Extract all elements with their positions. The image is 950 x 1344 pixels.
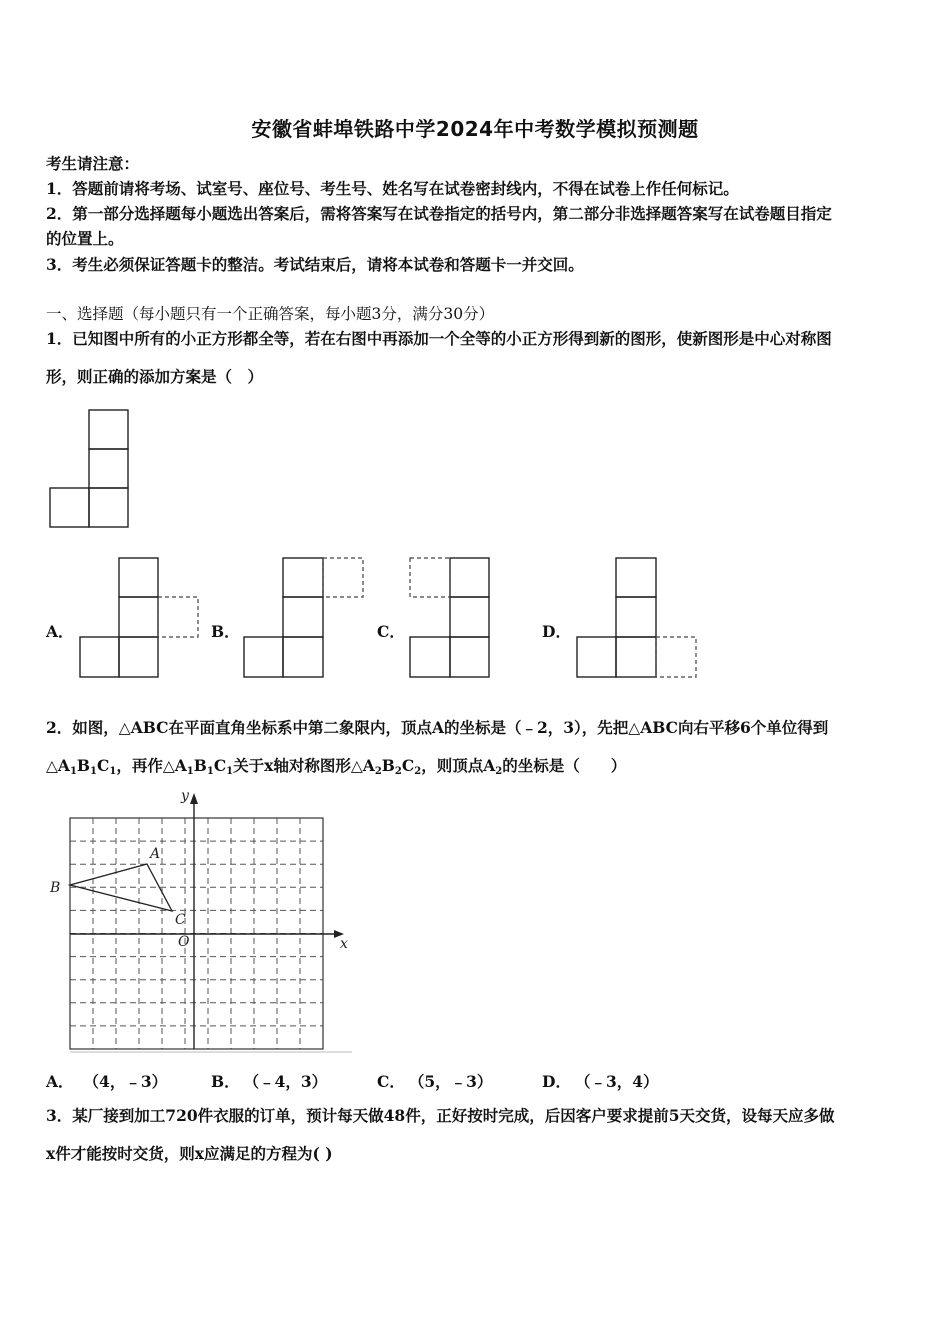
question-3-text: x件才能按时交货，则x应满足的方程为( )	[46, 1144, 333, 1163]
option-a-label: A．	[46, 622, 74, 641]
notice-item: 的位置上。	[46, 229, 124, 248]
y-axis-arrow	[190, 793, 198, 804]
question-1-text: 1．已知图中所有的小正方形都全等，若在右图中再添加一个全等的小正方形得到新的图形，使新图形是中心对称图	[46, 329, 832, 348]
q2-option-b: B． （﹣4，3）	[211, 1072, 328, 1091]
q2-option-c: C． （5，﹣3）	[377, 1072, 493, 1091]
notice-item: 2．第一部分选择题每小题选出答案后，需将答案写在试卷指定的括号内，第二部分非选择题答案写在试卷题目指定	[46, 204, 832, 223]
x-axis-label: x	[340, 936, 348, 952]
q2-option-d: D． （﹣3，4）	[542, 1072, 659, 1091]
point-a-label: A	[150, 846, 161, 862]
option-d-label: D．	[542, 622, 571, 641]
y-axis-label: y	[181, 788, 189, 804]
question-3-text: 3．某厂接到加工720件衣服的订单，预计每天做48件，正好按时完成，后因客户要求提前5天交货，设每天应多做	[46, 1106, 835, 1125]
question-2-text: $\triangle A_1B_1C_1$，再作$\triangle A_1B_1C_1$关于x轴对称图形$\triangle A_2B_2C_2$，则顶点$A_2$的坐标是（ ）	[46, 756, 627, 777]
notice-heading: 考生请注意：	[46, 154, 140, 173]
option-b-label: B．	[211, 622, 240, 641]
point-b-label: B	[50, 880, 61, 896]
q2-option-a: A． （4，﹣3）	[46, 1072, 168, 1091]
question-1-text: 形，则正确的添加方案是（ ）	[46, 367, 264, 386]
origin-label: O	[178, 934, 190, 950]
point-c-label: C	[175, 912, 186, 928]
section-heading: 一、选择题（每小题只有一个正确答案，每小题3分，满分30分）	[46, 305, 495, 323]
page-title: 安徽省蚌埠铁路中学2024年中考数学模拟预测题	[251, 117, 699, 141]
notice-item: 3．考生必须保证答题卡的整洁。考试结束后，请将本试卷和答题卡一并交回。	[46, 255, 584, 274]
question-2-text: 2．如图，△ABC在平面直角坐标系中第二象限内，顶点A的坐标是（﹣2，3），先把△ABC向右平移6个单位得到	[46, 718, 829, 737]
notice-item: 1．答题前请将考场、试室号、座位号、考生号、姓名写在试卷密封线内，不得在试卷上作任何标记。	[46, 179, 739, 198]
option-c-label: C．	[377, 622, 405, 641]
